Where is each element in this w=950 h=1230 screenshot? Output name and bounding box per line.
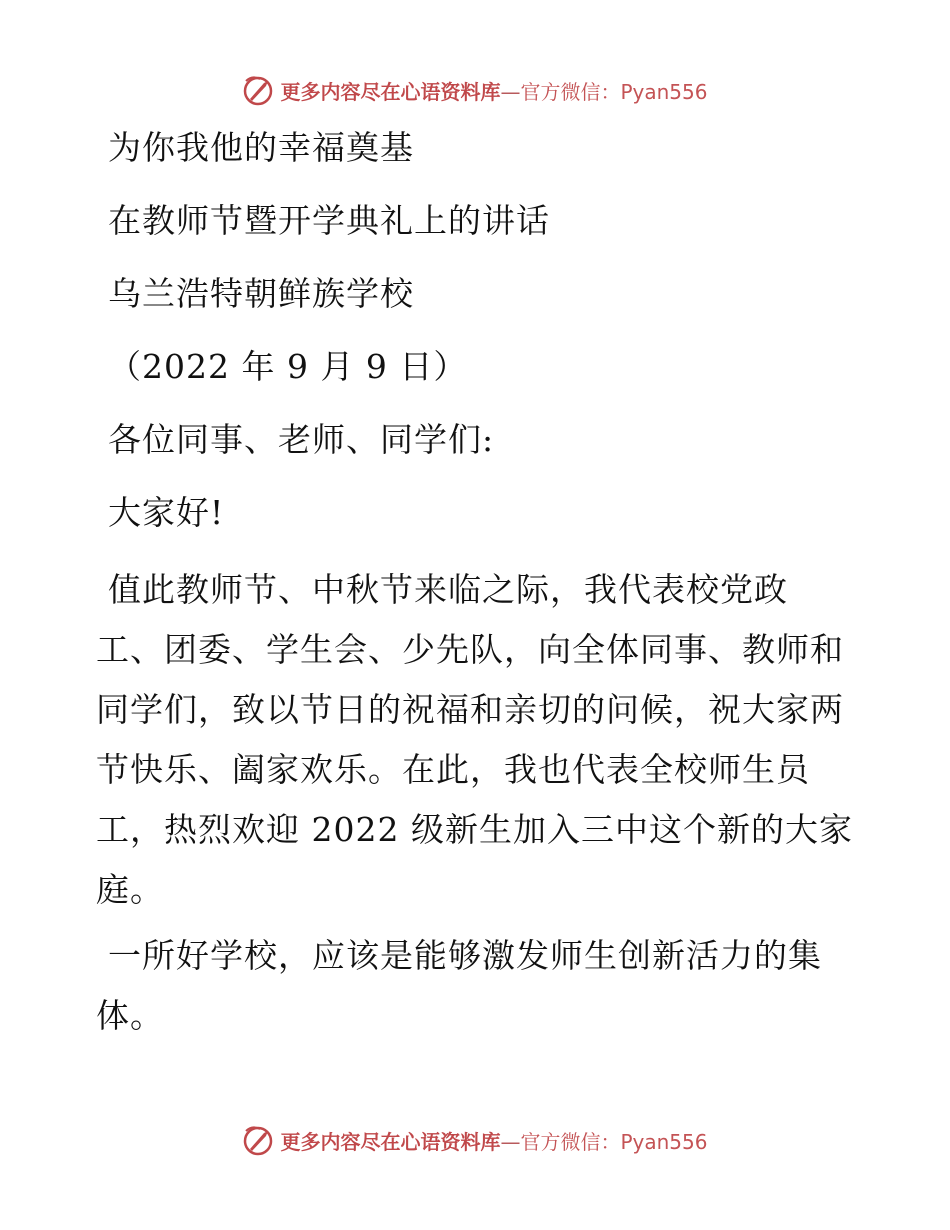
document-title: 为你我他的幸福奠基 — [108, 128, 414, 167]
watermark-footer — [0, 1120, 950, 1160]
watermark-text — [280, 76, 707, 105]
watermark-header — [0, 70, 950, 110]
paragraph-2-line: 体。 — [96, 996, 164, 1035]
paragraph-1-line: 工、团委、学生会、少先队，向全体同事、教师和 — [96, 630, 844, 669]
salutation: 各位同事、老师、同学们: — [108, 420, 495, 459]
paragraph-2-line: 一所好学校，应该是能够激发师生创新活力的集 — [108, 936, 822, 975]
pen-logo-icon — [242, 1123, 276, 1157]
paragraph-1-line: 工，热烈欢迎 2022 级新生加入三中这个新的大家 — [96, 810, 853, 849]
watermark-wechat: 官方微信：Pyan556 — [520, 1129, 708, 1154]
watermark-dash: — — [500, 1129, 521, 1154]
paragraph-1-line: 节快乐、阖家欢乐。在此，我也代表全校师生员 — [96, 750, 810, 789]
watermark-prefix: 更多内容尽在心语资料库 — [280, 79, 501, 104]
paragraph-1-line: 庭。 — [96, 870, 164, 909]
watermark-prefix: 更多内容尽在心语资料库 — [280, 1129, 501, 1154]
speech-date: （2022 年 9 月 9 日） — [108, 347, 468, 386]
pen-logo-icon — [242, 73, 276, 107]
paragraph-1-line: 同学们，致以节日的祝福和亲切的问候，祝大家两 — [96, 690, 844, 729]
watermark-text — [280, 1126, 707, 1155]
paragraph-1-line: 值此教师节、中秋节来临之际，我代表校党政 — [108, 570, 788, 609]
watermark-dash: — — [500, 79, 521, 104]
school-name: 乌兰浩特朝鲜族学校 — [108, 274, 414, 313]
greeting: 大家好! — [108, 493, 225, 532]
document-subtitle: 在教师节暨开学典礼上的讲话 — [108, 201, 550, 240]
watermark-wechat: 官方微信：Pyan556 — [520, 79, 708, 104]
